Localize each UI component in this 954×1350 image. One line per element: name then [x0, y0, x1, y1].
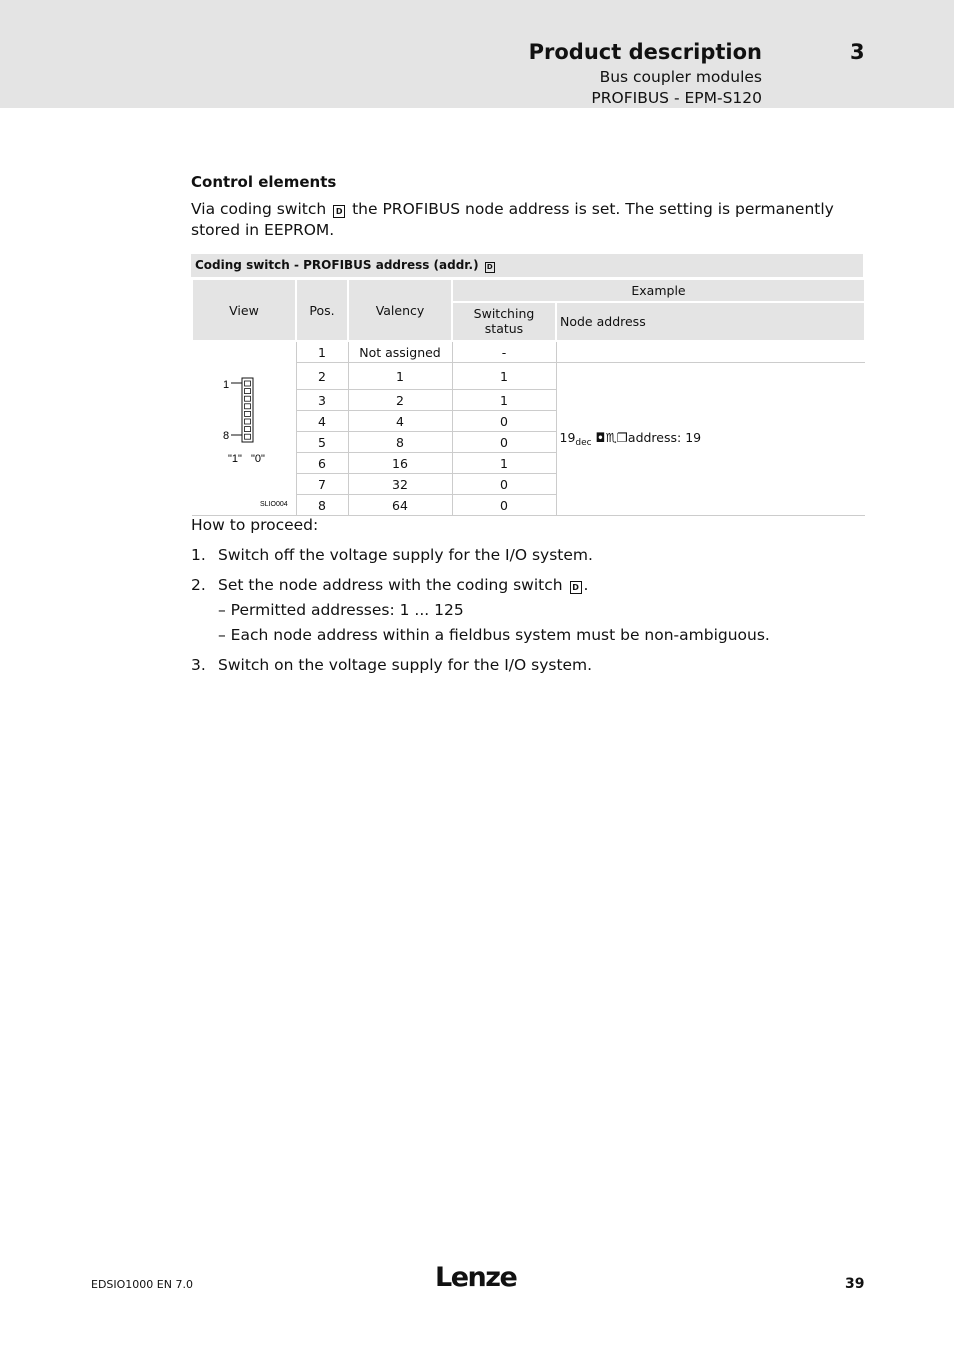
dip-switch-position — [245, 389, 251, 394]
node-address-text: address: 19 — [627, 430, 702, 445]
intro-paragraph — [191, 199, 871, 241]
switch-label-bottom: 8 — [223, 430, 230, 442]
coding-switch-marker-icon: D — [333, 205, 345, 218]
dip-switch-position — [245, 396, 251, 401]
header-valency: Valency — [348, 279, 452, 341]
cell-valency: 8 — [348, 432, 452, 453]
dip-switch-diagram — [192, 342, 296, 512]
step-number: 3. — [191, 656, 206, 674]
cell-node-empty — [556, 341, 865, 363]
cell-pos: 4 — [296, 411, 348, 432]
header-subtitle-1: Bus coupler modules — [599, 68, 762, 86]
cell-status: 1 — [452, 363, 556, 390]
header-node-address: Node address — [556, 302, 865, 341]
cell-valency: 64 — [348, 495, 452, 516]
step-2-note-permitted: – Permitted addresses: 1 ... 125 — [218, 601, 464, 619]
dip-switch-position — [245, 434, 251, 439]
cell-pos: 6 — [296, 453, 348, 474]
step-text: Switch on the voltage supply for the I/O system. — [218, 656, 593, 674]
cell-status: 0 — [452, 432, 556, 453]
coding-switch-marker-icon: D — [570, 581, 582, 594]
switch-label-on: "1" — [228, 453, 242, 465]
section-heading: Control elements — [191, 173, 337, 191]
caption-marker-icon: D — [485, 262, 495, 273]
page-number: 39 — [845, 1276, 865, 1292]
header-example: Example — [452, 279, 865, 302]
procedure-intro: How to proceed: — [191, 516, 319, 534]
cell-valency: Not assigned — [348, 341, 452, 363]
switch-label-off: "0" — [251, 453, 265, 465]
coding-switch-table — [191, 278, 866, 516]
cell-status: 1 — [452, 453, 556, 474]
step-2-text: Set the node address with the coding switch — [218, 576, 563, 594]
cell-pos: 2 — [296, 363, 348, 390]
figure-id: SLIO004 — [260, 501, 288, 508]
step-2-note-unique: – Each node address within a fieldbus system must be non-ambiguous. — [218, 626, 770, 644]
lenze-logo: Lenze — [435, 1262, 517, 1293]
chapter-number: 3 — [850, 40, 865, 64]
cell-valency: 16 — [348, 453, 452, 474]
node-address-value: 19 — [559, 430, 576, 445]
header-subtitle-2: PROFIBUS - EPM-S120 — [591, 89, 762, 107]
header-band — [0, 0, 954, 108]
step-2-end: . — [583, 576, 589, 594]
dip-switch-body — [242, 378, 253, 442]
cell-status: 1 — [452, 390, 556, 411]
dip-switch-position — [245, 411, 251, 416]
cell-valency: 32 — [348, 474, 452, 495]
intro-text-2: the PROFIBUS node address is set. The setting is permanently stored in EEPROM. — [191, 200, 834, 239]
header-view: View — [192, 279, 296, 341]
page-title: Product description — [528, 40, 762, 64]
dip-switch-position — [245, 404, 251, 409]
step-number: 2. — [191, 576, 206, 594]
cell-pos: 7 — [296, 474, 348, 495]
table-row — [192, 341, 865, 363]
switch-label-top: 1 — [223, 379, 230, 391]
cell-valency: 4 — [348, 411, 452, 432]
cell-valency: 2 — [348, 390, 452, 411]
dip-switch-position — [245, 419, 251, 424]
dip-switch-position — [245, 427, 251, 432]
step-text — [218, 576, 588, 594]
cell-pos: 3 — [296, 390, 348, 411]
header-pos: Pos. — [296, 279, 348, 341]
node-address-symbols: ◘♏❐ — [595, 430, 628, 445]
cell-valency: 1 — [348, 363, 452, 390]
cell-status: - — [452, 341, 556, 363]
step-number: 1. — [191, 546, 206, 564]
cell-pos: 5 — [296, 432, 348, 453]
table-caption-text: Coding switch - PROFIBUS address (addr.) — [195, 258, 479, 272]
cell-pos: 1 — [296, 341, 348, 363]
switch-view-cell — [192, 341, 296, 516]
cell-status: 0 — [452, 474, 556, 495]
cell-pos: 8 — [296, 495, 348, 516]
intro-text-1: Via coding switch — [191, 200, 327, 218]
step-text: Switch off the voltage supply for the I/O system. — [218, 546, 593, 564]
footer-doc-id: EDSIO1000 EN 7.0 — [91, 1278, 193, 1291]
header-switching-status: Switching status — [452, 302, 556, 341]
dip-switch-position — [245, 381, 251, 386]
table-caption — [191, 254, 863, 277]
node-address-sub: dec — [575, 438, 592, 448]
cell-status: 0 — [452, 411, 556, 432]
cell-node-address — [556, 363, 865, 516]
cell-status: 0 — [452, 495, 556, 516]
